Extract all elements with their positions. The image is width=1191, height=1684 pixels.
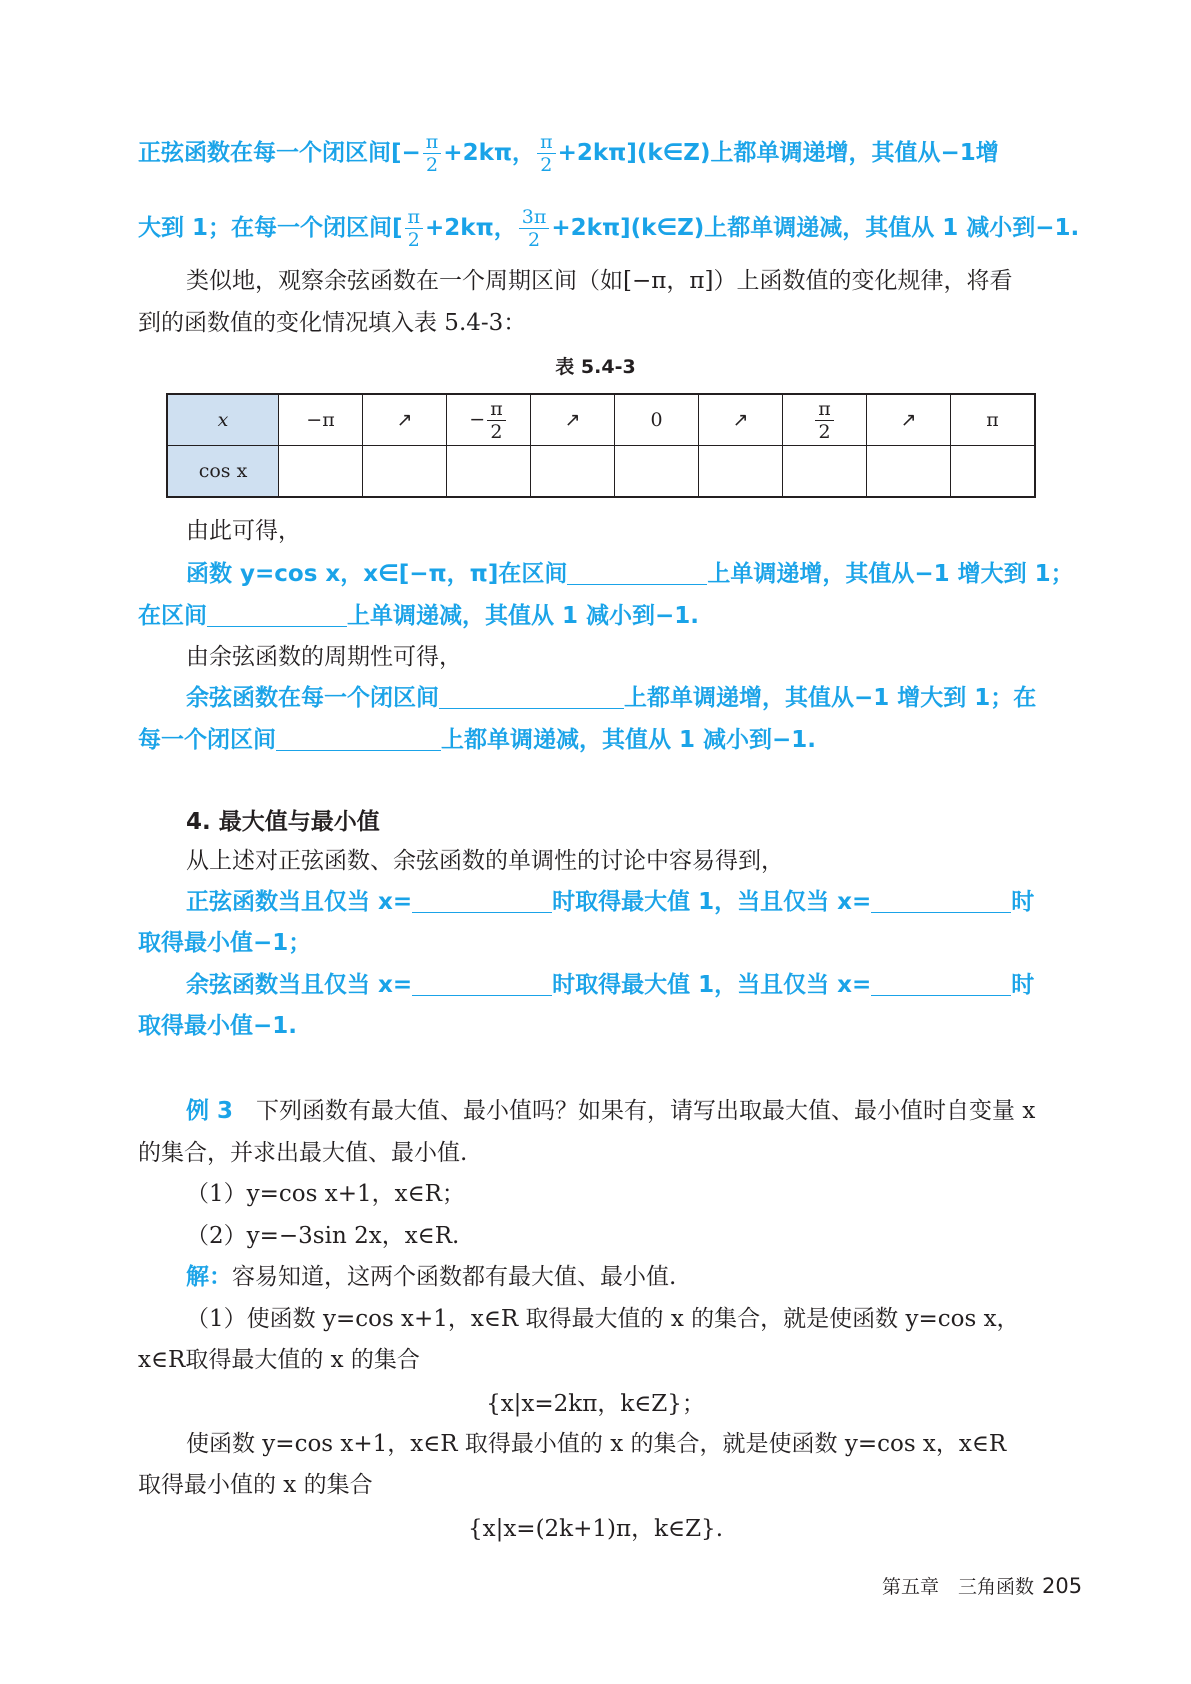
fraction: $\frac{\pi}{2}$ xyxy=(405,206,424,251)
example-part1: （1）y=cos x+1，x∈R； xyxy=(186,1181,465,1207)
increasing-arrow-icon: ↗ xyxy=(531,394,615,446)
set-min: {x|x=(2k+1)π，k∈Z}. xyxy=(467,1516,724,1542)
text-run: +2kπ， xyxy=(425,215,517,241)
table-cell-empty[interactable] xyxy=(699,446,783,498)
increasing-arrow-icon: ↗ xyxy=(867,394,951,446)
solution-step1-line1: （1）使函数 y=cos x+1，x∈R 取得最大值的 x 的集合，就是使函数 y=cos x， xyxy=(186,1306,1020,1332)
sine-increasing-line xyxy=(138,131,1078,176)
chapter-title: 第五章 三角函数 xyxy=(882,1576,1035,1598)
fraction: $\frac{3\pi}{2}$ xyxy=(519,206,550,251)
table-caption: 表 5.4-3 xyxy=(555,356,636,378)
periodicity-lead: 由余弦函数的周期性可得， xyxy=(186,644,462,670)
text-run: +2kπ](k∈Z)上都单调递增，其值从−1增 xyxy=(557,140,999,166)
table-cell-empty[interactable] xyxy=(615,446,699,498)
solution-step1-line2: x∈R取得最大值的 x 的集合 xyxy=(138,1347,420,1373)
example-question-line2: 的集合，并求出最大值、最小值. xyxy=(138,1140,468,1166)
row-header-x: x xyxy=(167,394,279,446)
example-question-line1: 例 3 下列函数有最大值、最小值吗？如果有，请写出取最大值、最小值时自变量 x xyxy=(186,1098,1036,1124)
table-cell-empty[interactable] xyxy=(279,446,363,498)
cosine-intro-line1: 类似地，观察余弦函数在一个周期区间（如[−π，π]）上函数值的变化规律，将看 xyxy=(186,268,1013,294)
fill-blank[interactable] xyxy=(439,682,624,709)
fill-blank[interactable] xyxy=(207,600,347,627)
solution-intro: 解：容易知道，这两个函数都有最大值、最小值. xyxy=(186,1264,677,1290)
sine-extrema-line2: 取得最小值−1； xyxy=(138,930,312,956)
page-footer xyxy=(882,1572,1082,1599)
table-cell-empty[interactable] xyxy=(951,446,1036,498)
cosine-extrema-line2: 取得最小值−1. xyxy=(138,1013,298,1039)
example-label: 例 3 xyxy=(186,1098,234,1124)
table-cell-empty[interactable] xyxy=(783,446,867,498)
cosine-period-line2: 每一个闭区间 上都单调递减，其值从 1 减小到−1. xyxy=(138,723,1078,757)
increasing-arrow-icon: ↗ xyxy=(363,394,447,446)
table-cell: π xyxy=(951,394,1036,446)
cosine-extrema-line1: 余弦函数当且仅当 x= 时取得最大值 1，当且仅当 x= 时 xyxy=(186,968,1126,1002)
fraction: $\frac{\pi}{2}$ xyxy=(487,398,506,443)
table-row xyxy=(167,446,1035,498)
table-cell: 0 xyxy=(615,394,699,446)
table-cell-empty[interactable] xyxy=(363,446,447,498)
fill-blank[interactable] xyxy=(412,886,552,913)
table-cell xyxy=(783,394,867,446)
cosine-interval-line2: 在区间 上单调递减，其值从 1 减小到−1. xyxy=(138,599,1078,633)
solution-label: 解： xyxy=(186,1264,232,1290)
text-run: +2kπ](k∈Z)上都单调递减，其值从 1 减小到−1. xyxy=(551,215,1080,241)
cosine-intro-line2: 到的函数值的变化情况填入表 5.4-3： xyxy=(138,310,527,336)
text-run: 正弦函数在每一个闭区间[− xyxy=(138,140,421,166)
text-run: 大到 1；在每一个闭区间[ xyxy=(138,215,403,241)
row-header-cos: cos x xyxy=(167,446,279,498)
table-cell-empty[interactable] xyxy=(531,446,615,498)
fill-blank[interactable] xyxy=(412,969,552,996)
section-intro: 从上述对正弦函数、余弦函数的单调性的讨论中容易得到， xyxy=(186,848,784,874)
section-title: 4. 最大值与最小值 xyxy=(186,809,380,835)
fill-blank[interactable] xyxy=(276,724,441,751)
conclusion-lead: 由此可得， xyxy=(186,518,301,544)
table-cell-empty[interactable] xyxy=(447,446,531,498)
cosine-interval-line1: 函数 y=cos x，x∈[−π，π]在区间 上单调递增，其值从−1 增大到 1； xyxy=(186,557,1126,591)
table-cell-empty[interactable] xyxy=(867,446,951,498)
text-run: +2kπ， xyxy=(443,140,536,166)
sine-decreasing-line xyxy=(138,206,1078,251)
table-row xyxy=(167,394,1035,446)
page-number: 205 xyxy=(1042,1574,1083,1598)
cosine-period-line1: 余弦函数在每一个闭区间 上都单调递增，其值从−1 增大到 1；在 xyxy=(186,681,1126,715)
sine-extrema-line1: 正弦函数当且仅当 x= 时取得最大值 1，当且仅当 x= 时 xyxy=(186,885,1126,919)
fill-blank[interactable] xyxy=(567,558,707,585)
fill-blank[interactable] xyxy=(871,969,1011,996)
increasing-arrow-icon: ↗ xyxy=(699,394,783,446)
fraction: $\frac{\pi}{2}$ xyxy=(423,131,442,176)
cosine-value-table xyxy=(166,393,1036,498)
set-max: {x|x=2kπ，k∈Z}； xyxy=(486,1391,705,1417)
table-cell: − $\frac{\pi}{2}$ xyxy=(447,394,531,446)
table-cell: −π xyxy=(279,394,363,446)
solution-step2-line1: 使函数 y=cos x+1，x∈R 取得最小值的 x 的集合，就是使函数 y=cos x，x∈R xyxy=(186,1431,1007,1457)
example-part2: （2）y=−3sin 2x，x∈R. xyxy=(186,1223,460,1249)
fill-blank[interactable] xyxy=(871,886,1011,913)
solution-step2-line2: 取得最小值的 x 的集合 xyxy=(138,1472,373,1498)
fraction: $\frac{\pi}{2}$ xyxy=(537,131,556,176)
fraction: $\frac{\pi}{2}$ xyxy=(815,398,834,443)
